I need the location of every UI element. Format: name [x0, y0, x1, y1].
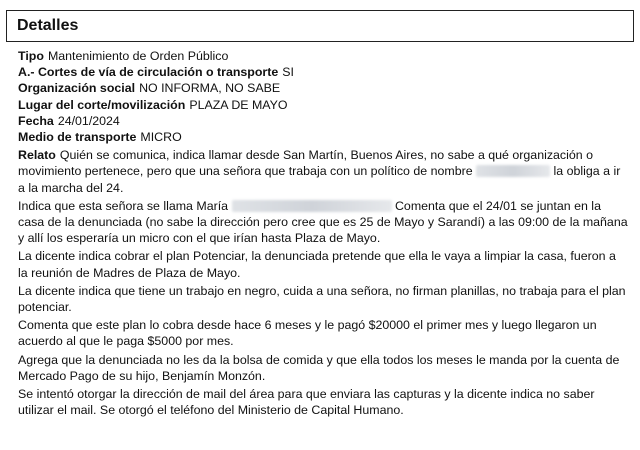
field-label: Organización social: [18, 81, 136, 96]
relato-section: [18, 147, 628, 418]
field-value: SI: [282, 65, 294, 80]
field-lugar: [18, 97, 628, 113]
relato-paragraph: Agrega que la denunciada no les da la bolsa de comida y que ella todos los meses le manda por la cuenta de Mercado Pago de su hijo, Benjamín Monzón.: [18, 352, 620, 383]
field-label: Tipo: [18, 49, 44, 63]
relato-text: Comenta que el 24/01 se juntan en la casa de la denunciada (no sabe la dirección pero cree que es 25 de Mayo y Sarandí) a las 09:00 de la mañana y allí los esperaría un micro con el que irían hasta Plaza de Mayo.: [18, 198, 628, 246]
field-medio: [18, 129, 628, 145]
field-cortes: [18, 64, 628, 80]
field-label: A.- Cortes de vía de circulación o transporte: [18, 65, 279, 80]
relato-paragraph: La dicente indica cobrar el plan Potenciar, la denunciada pretende que ella le vaya a limpiar la casa, fueron a la reunión de Madres de Plaza de Mayo.: [18, 249, 616, 280]
field-tipo: [18, 48, 628, 64]
relato-paragraph: Se intentó otorgar la dirección de mail del área para que enviara las capturas y la dicente indica no saber utilizar el mail. Se otorgó el teléfono del Ministerio de Capital Humano.: [18, 387, 595, 418]
relato-paragraph: [18, 147, 628, 196]
field-value: NO INFORMA, NO SABE: [139, 81, 281, 96]
redacted-name: [476, 165, 550, 177]
field-value: MICRO: [140, 130, 182, 145]
field-label: Lugar del corte/movilización: [18, 97, 186, 112]
field-value: 24/01/2024: [57, 113, 120, 128]
relato-paragraph: [18, 198, 628, 247]
relato-text: la obliga a ir a la marcha del 24.: [18, 164, 621, 195]
relato-text: Quién se comunica, indica llamar desde San Martín, Buenos Aires, no sabe a qué organización o movimiento pertenece, pero que una señora que trabaja con un político de nombre: [18, 148, 593, 179]
redacted-identity: [232, 200, 392, 212]
relato-text: Indica que esta señora se llama María: [18, 198, 229, 213]
details-header: [6, 10, 634, 42]
field-label: Fecha: [18, 113, 54, 128]
relato-paragraph: Comenta que este plan lo cobra desde hace 6 meses y le pagó $20000 el primer mes y luego llegaron un acuerdo al que le paga $5000 por mes.: [18, 318, 597, 349]
details-content: [18, 48, 628, 420]
details-title: Detalles: [17, 17, 79, 34]
field-fecha: [18, 113, 628, 129]
field-label: Medio de transporte: [18, 130, 137, 145]
field-organizacion: [18, 80, 628, 96]
field-value: Mantenimiento de Orden Público: [47, 49, 229, 63]
field-value: PLAZA DE MAYO: [189, 97, 288, 112]
relato-paragraph: La dicente indica que tiene un trabajo en negro, cuida a una señora, no firman planillas, no trabaja para el plan potenciar.: [18, 283, 626, 315]
relato-label: Relato: [18, 148, 56, 163]
